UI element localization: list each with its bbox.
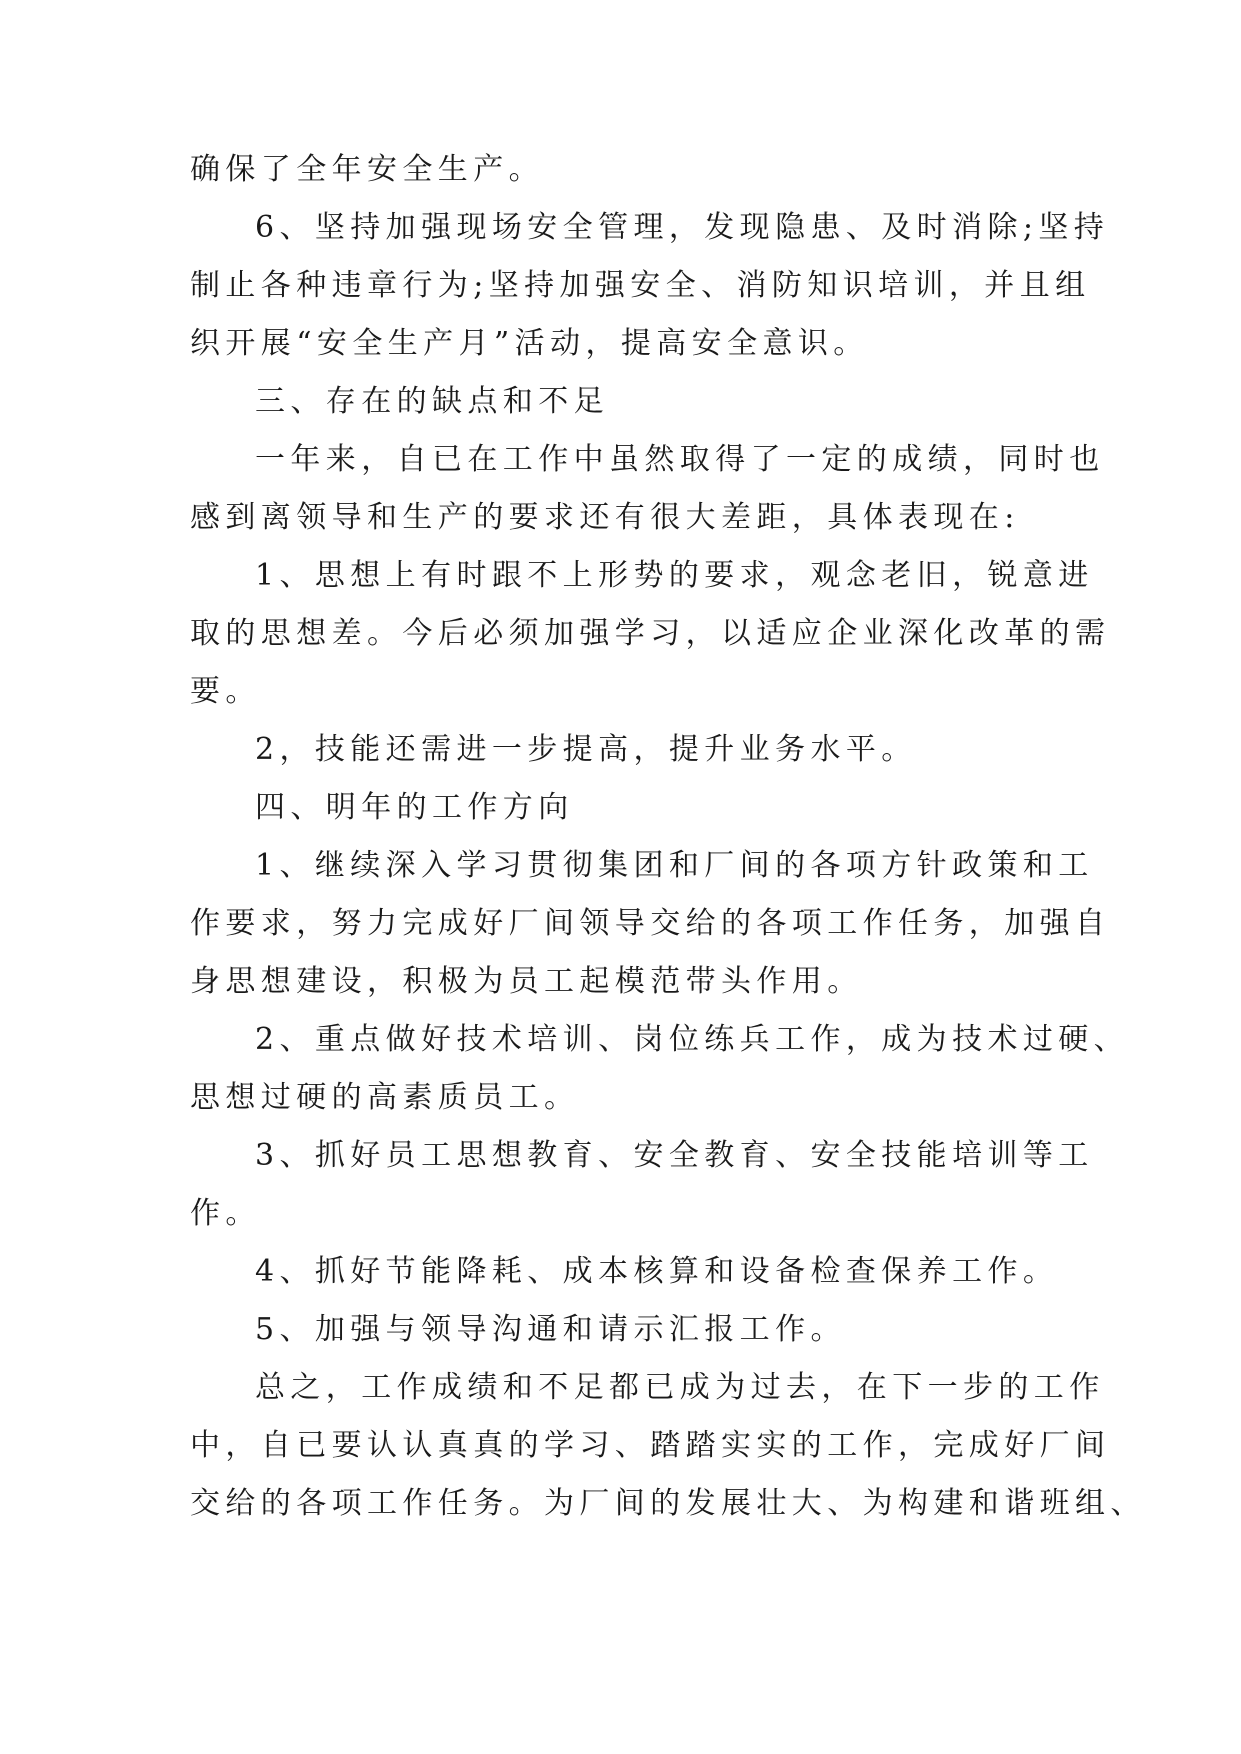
text-line-20: 4、抓好节能降耗、成本核算和设备检查保养工作。: [255, 1254, 1059, 1289]
text-line-22: 总之，工作成绩和不足都已成为过去，在下一步的工作: [255, 1370, 1105, 1405]
text-line-21: 5、加强与领导沟通和请示汇报工作。: [255, 1312, 846, 1347]
text-line-10: 要。: [190, 674, 261, 709]
text-line-14: 作要求，努力完成好厂间领导交给的各项工作任务，加强自: [190, 906, 1111, 941]
text-line-11: 2，技能还需进一步提高，提升业务水平。: [255, 732, 917, 767]
text-line-15: 身思想建设，积极为员工起模范带头作用。: [190, 964, 863, 999]
section-heading-3: 三、存在的缺点和不足: [255, 384, 609, 419]
text-line-13: 1、继续深入学习贯彻集团和厂间的各项方针政策和工: [255, 848, 1094, 883]
text-line-9: 取的思想差。今后必须加强学习，以适应企业深化改革的需: [190, 616, 1111, 651]
text-line-16: 2、重点做好技术培训、岗位练兵工作，成为技术过硬、: [255, 1022, 1130, 1057]
text-line-2: 6、坚持加强现场安全管理，发现隐患、及时消除;坚持: [255, 210, 1110, 245]
text-line-8: 1、思想上有时跟不上形势的要求，观念老旧，锐意进: [255, 558, 1094, 593]
text-line-19: 作。: [190, 1196, 261, 1231]
text-line-3: 制止各种违章行为;坚持加强安全、消防知识培训，并且组: [190, 268, 1091, 303]
section-heading-4: 四、明年的工作方向: [255, 790, 574, 825]
text-line-17: 思想过硬的高素质员工。: [190, 1080, 580, 1115]
text-line-7: 感到离领导和生产的要求还有很大差距，具体表现在:: [190, 500, 1020, 535]
text-line-18: 3、抓好员工思想教育、安全教育、安全技能培训等工: [255, 1138, 1094, 1173]
text-line-1: 确保了全年安全生产。: [190, 152, 544, 187]
text-line-23: 中，自已要认认真真的学习、踏踏实实的工作，完成好厂间: [190, 1428, 1111, 1463]
text-line-24: 交给的各项工作任务。为厂间的发展壮大、为构建和谐班组、: [190, 1486, 1146, 1521]
text-line-6: 一年来，自已在工作中虽然取得了一定的成绩，同时也: [255, 442, 1105, 477]
text-line-4: 织开展“安全生产月”活动，提高安全意识。: [190, 326, 869, 361]
